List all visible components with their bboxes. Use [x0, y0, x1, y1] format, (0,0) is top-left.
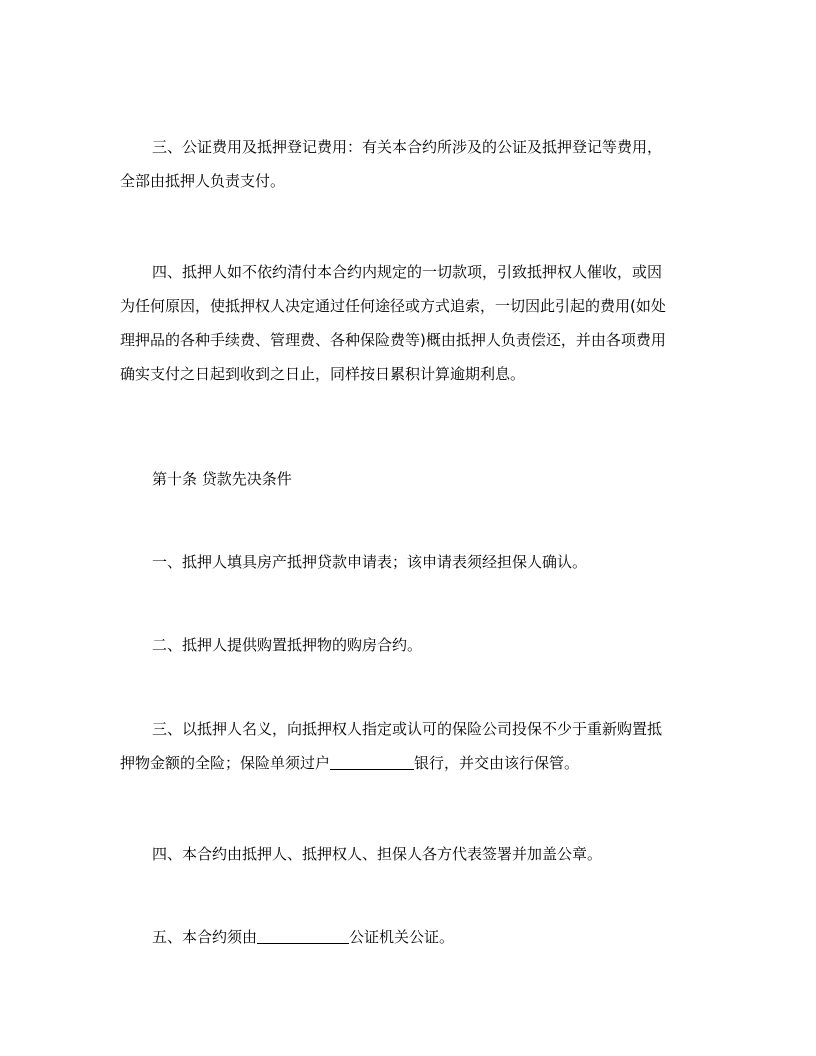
paragraph-line: 四、抵押人如不依约清付本合约内规定的一切款项，引致抵押权人催收，或因 [152, 263, 663, 281]
paragraph-line [120, 920, 700, 954]
paragraph-line: 全部由抵押人负责支付。 [120, 172, 286, 190]
paragraph-line: 确实支付之日起到收到之日止，同样按日累积计算逾期利息。 [120, 365, 526, 383]
bank-name-blank [330, 752, 414, 770]
text-segment: 公证机关公证。 [349, 928, 455, 946]
paragraph-line [120, 746, 700, 780]
paragraph-line: 三、以抵押人名义，向抵押权人指定或认可的保险公司投保不少于重新购置抵 [152, 720, 663, 738]
paragraph-line: 四、本合约由抵押人、抵押权人、担保人各方代表签署并加盖公章。 [152, 845, 603, 863]
paragraph-line: 二、抵押人提供购置抵押物的购房合约。 [152, 636, 423, 654]
notary-office-blank [257, 926, 349, 944]
text-segment: 银行，并交由该行保管。 [414, 754, 580, 772]
paragraph-line: 理押品的各种手续费、管理费、各种保险费等)概由抵押人负责偿还，并由各项费用 [120, 331, 666, 349]
condition-item-5 [120, 920, 700, 954]
paragraph-line: 三、公证费用及抵押登记费用：有关本合约所涉及的公证及抵押登记等费用， [152, 138, 663, 156]
article-10-heading [120, 462, 700, 496]
condition-item-3 [120, 712, 700, 780]
condition-item-4 [120, 837, 700, 871]
condition-item-2 [120, 628, 700, 662]
text-segment: 五、本合约须由 [152, 928, 258, 946]
paragraph-default-costs [120, 255, 700, 391]
paragraph-line: 一、抵押人填具房产抵押贷款申请表；该申请表须经担保人确认。 [152, 553, 588, 571]
section-heading: 第十条 贷款先决条件 [152, 470, 292, 488]
condition-item-1 [120, 545, 700, 579]
paragraph-notary-fees [120, 130, 700, 198]
text-segment: 押物金额的全险；保险单须过户 [120, 754, 331, 772]
paragraph-line: 为任何原因，使抵押权人决定通过任何途径或方式追索，一切因此引起的费用(如处 [120, 297, 666, 315]
